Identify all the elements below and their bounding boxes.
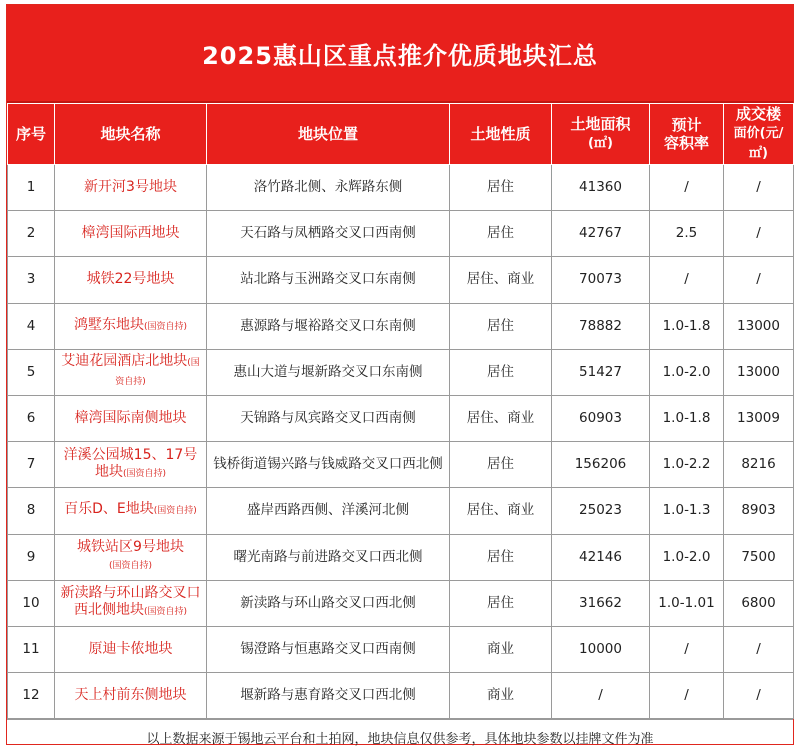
row-no: 5: [8, 349, 55, 395]
header-no: 序号: [8, 104, 55, 165]
land-nature: 商业: [450, 626, 552, 672]
floor-price: 13000: [724, 349, 794, 395]
parcel-name: 城铁22号地块: [86, 271, 175, 288]
header-far-line1: 预计: [671, 116, 702, 134]
plot-ratio: 1.0-2.2: [650, 442, 724, 488]
header-far: [650, 104, 724, 165]
row-no: 7: [8, 442, 55, 488]
table-row: [8, 257, 794, 303]
parcel-name-cell: [55, 442, 207, 488]
floor-price: 6800: [724, 580, 794, 626]
floor-price: 8903: [724, 488, 794, 534]
land-nature: 居住: [450, 442, 552, 488]
table-row: [8, 349, 794, 395]
parcel-location: 惠源路与堰裕路交叉口东南侧: [207, 303, 450, 349]
land-area: /: [552, 673, 650, 719]
parcel-name-cell: [55, 349, 207, 395]
plot-ratio: 1.0-1.8: [650, 395, 724, 441]
floor-price: 13000: [724, 303, 794, 349]
land-nature: 居住: [450, 303, 552, 349]
parcel-name-cell: [55, 395, 207, 441]
table-row: [8, 673, 794, 719]
floor-price: /: [724, 211, 794, 257]
land-nature: 居住: [450, 534, 552, 580]
header-name: 地块名称: [55, 104, 207, 165]
land-area: 70073: [552, 257, 650, 303]
land-nature: 居住、商业: [450, 395, 552, 441]
state-owned-tag: (国资自持): [108, 561, 153, 572]
table-row: [8, 488, 794, 534]
land-area: 25023: [552, 488, 650, 534]
parcel-name: 百乐D、E地块: [64, 501, 154, 518]
header-price-line3: ㎡): [749, 146, 768, 161]
parcel-location: 堰新路与惠育路交叉口西北侧: [207, 673, 450, 719]
parcel-location: 钱桥街道锡兴路与钱威路交叉口西北侧: [207, 442, 450, 488]
parcel-name-cell: [55, 534, 207, 580]
plot-ratio: 1.0-1.3: [650, 488, 724, 534]
table-row: [8, 211, 794, 257]
land-nature: 居住: [450, 165, 552, 211]
land-area: 42146: [552, 534, 650, 580]
parcel-name-cell: [55, 257, 207, 303]
floor-price: /: [724, 257, 794, 303]
row-no: 6: [8, 395, 55, 441]
header-area: [552, 104, 650, 165]
floor-price: 13009: [724, 395, 794, 441]
header-price-line1: 成交楼: [735, 105, 781, 123]
land-area: 31662: [552, 580, 650, 626]
parcel-name: 艾迪花园酒店北地块: [61, 353, 188, 370]
state-owned-tag: (国资自持): [153, 506, 197, 517]
parcel-name-cell: [55, 488, 207, 534]
parcel-name: 樟湾国际西地块: [81, 225, 180, 242]
land-area: 78882: [552, 303, 650, 349]
land-nature: 居住: [450, 349, 552, 395]
row-no: 4: [8, 303, 55, 349]
parcel-location: 洛竹路北侧、永辉路东侧: [207, 165, 450, 211]
parcel-name-cell: [55, 211, 207, 257]
land-nature: 居住、商业: [450, 257, 552, 303]
parcel-location: 曙光南路与前进路交叉口西北侧: [207, 534, 450, 580]
header-nature: 土地性质: [450, 104, 552, 165]
parcel-location: 站北路与玉洲路交叉口东南侧: [207, 257, 450, 303]
plot-ratio: /: [650, 626, 724, 672]
row-no: 8: [8, 488, 55, 534]
row-no: 2: [8, 211, 55, 257]
land-nature: 居住、商业: [450, 488, 552, 534]
table-row: [8, 580, 794, 626]
state-owned-tag: (国资自持): [143, 321, 188, 332]
row-no: 1: [8, 165, 55, 211]
header-price: [724, 104, 794, 165]
land-nature: 居住: [450, 211, 552, 257]
header-area-line1: 土地面积: [570, 115, 631, 133]
header-far-line2: 容积率: [663, 134, 709, 152]
row-no: 12: [8, 673, 55, 719]
title-bar: [7, 5, 793, 103]
parcel-location: 惠山大道与堰新路交叉口东南侧: [207, 349, 450, 395]
page-title: 2025惠山区重点推介优质地块汇总: [202, 41, 598, 70]
table-row: [8, 534, 794, 580]
parcel-name-cell: [55, 165, 207, 211]
state-owned-tag: (国资自持): [122, 468, 167, 479]
plot-ratio: 1.0-2.0: [650, 349, 724, 395]
land-area: 42767: [552, 211, 650, 257]
land-nature: 居住: [450, 580, 552, 626]
parcel-name-cell: [55, 673, 207, 719]
table-header-row: [8, 104, 794, 165]
parcel-name: 樟湾国际南侧地块: [74, 410, 187, 427]
parcel-table: [7, 103, 794, 719]
row-no: 3: [8, 257, 55, 303]
floor-price: /: [724, 626, 794, 672]
land-nature: 商业: [450, 673, 552, 719]
land-area: 10000: [552, 626, 650, 672]
data-source-footnote: 以上数据来源于锡地云平台和土拍网，地块信息仅供参考，具体地块参数以挂牌文件为准: [7, 719, 793, 755]
land-area: 60903: [552, 395, 650, 441]
plot-ratio: /: [650, 673, 724, 719]
table-row: [8, 626, 794, 672]
land-area: 156206: [552, 442, 650, 488]
floor-price: /: [724, 673, 794, 719]
table-row: [8, 303, 794, 349]
state-owned-tag: (国资自持): [143, 607, 188, 618]
parcel-location: 天石路与凤栖路交叉口西南侧: [207, 211, 450, 257]
table-row: [8, 165, 794, 211]
row-no: 11: [8, 626, 55, 672]
plot-ratio: 1.0-1.01: [650, 580, 724, 626]
plot-ratio: 1.0-2.0: [650, 534, 724, 580]
plot-ratio: /: [650, 165, 724, 211]
table-row: [8, 442, 794, 488]
parcel-location: 盛岸西路西侧、洋溪河北侧: [207, 488, 450, 534]
land-area: 51427: [552, 349, 650, 395]
parcel-name: 新渎路与环山路交叉口西北侧地块: [60, 585, 201, 619]
parcel-name: 原迪卡侬地块: [88, 640, 173, 657]
header-area-line2: (㎡): [588, 136, 613, 151]
row-no: 9: [8, 534, 55, 580]
parcel-name-cell: [55, 580, 207, 626]
floor-price: /: [724, 165, 794, 211]
parcel-name: 天上村前东侧地块: [74, 687, 187, 704]
plot-ratio: /: [650, 257, 724, 303]
land-parcel-summary-sheet: [6, 4, 794, 748]
parcel-location: 天锦路与凤宾路交叉口西南侧: [207, 395, 450, 441]
table-row: [8, 395, 794, 441]
parcel-location: 锡澄路与恒惠路交叉口西南侧: [207, 626, 450, 672]
floor-price: 8216: [724, 442, 794, 488]
parcel-location: 新渎路与环山路交叉口西北侧: [207, 580, 450, 626]
header-location: 地块位置: [207, 104, 450, 165]
floor-price: 7500: [724, 534, 794, 580]
state-owned-tag: (国资自持): [115, 358, 200, 388]
parcel-name: 洋溪公园城15、17号地块: [63, 446, 198, 480]
parcel-name-cell: [55, 303, 207, 349]
parcel-name: 城铁站区9号地块: [77, 539, 184, 556]
parcel-name: 鸿墅东地块: [73, 316, 144, 333]
parcel-name-cell: [55, 626, 207, 672]
header-price-line2: 面价(元/: [733, 126, 784, 141]
parcel-name: 新开河3号地块: [84, 179, 177, 196]
land-area: 41360: [552, 165, 650, 211]
plot-ratio: 1.0-1.8: [650, 303, 724, 349]
plot-ratio: 2.5: [650, 211, 724, 257]
row-no: 10: [8, 580, 55, 626]
